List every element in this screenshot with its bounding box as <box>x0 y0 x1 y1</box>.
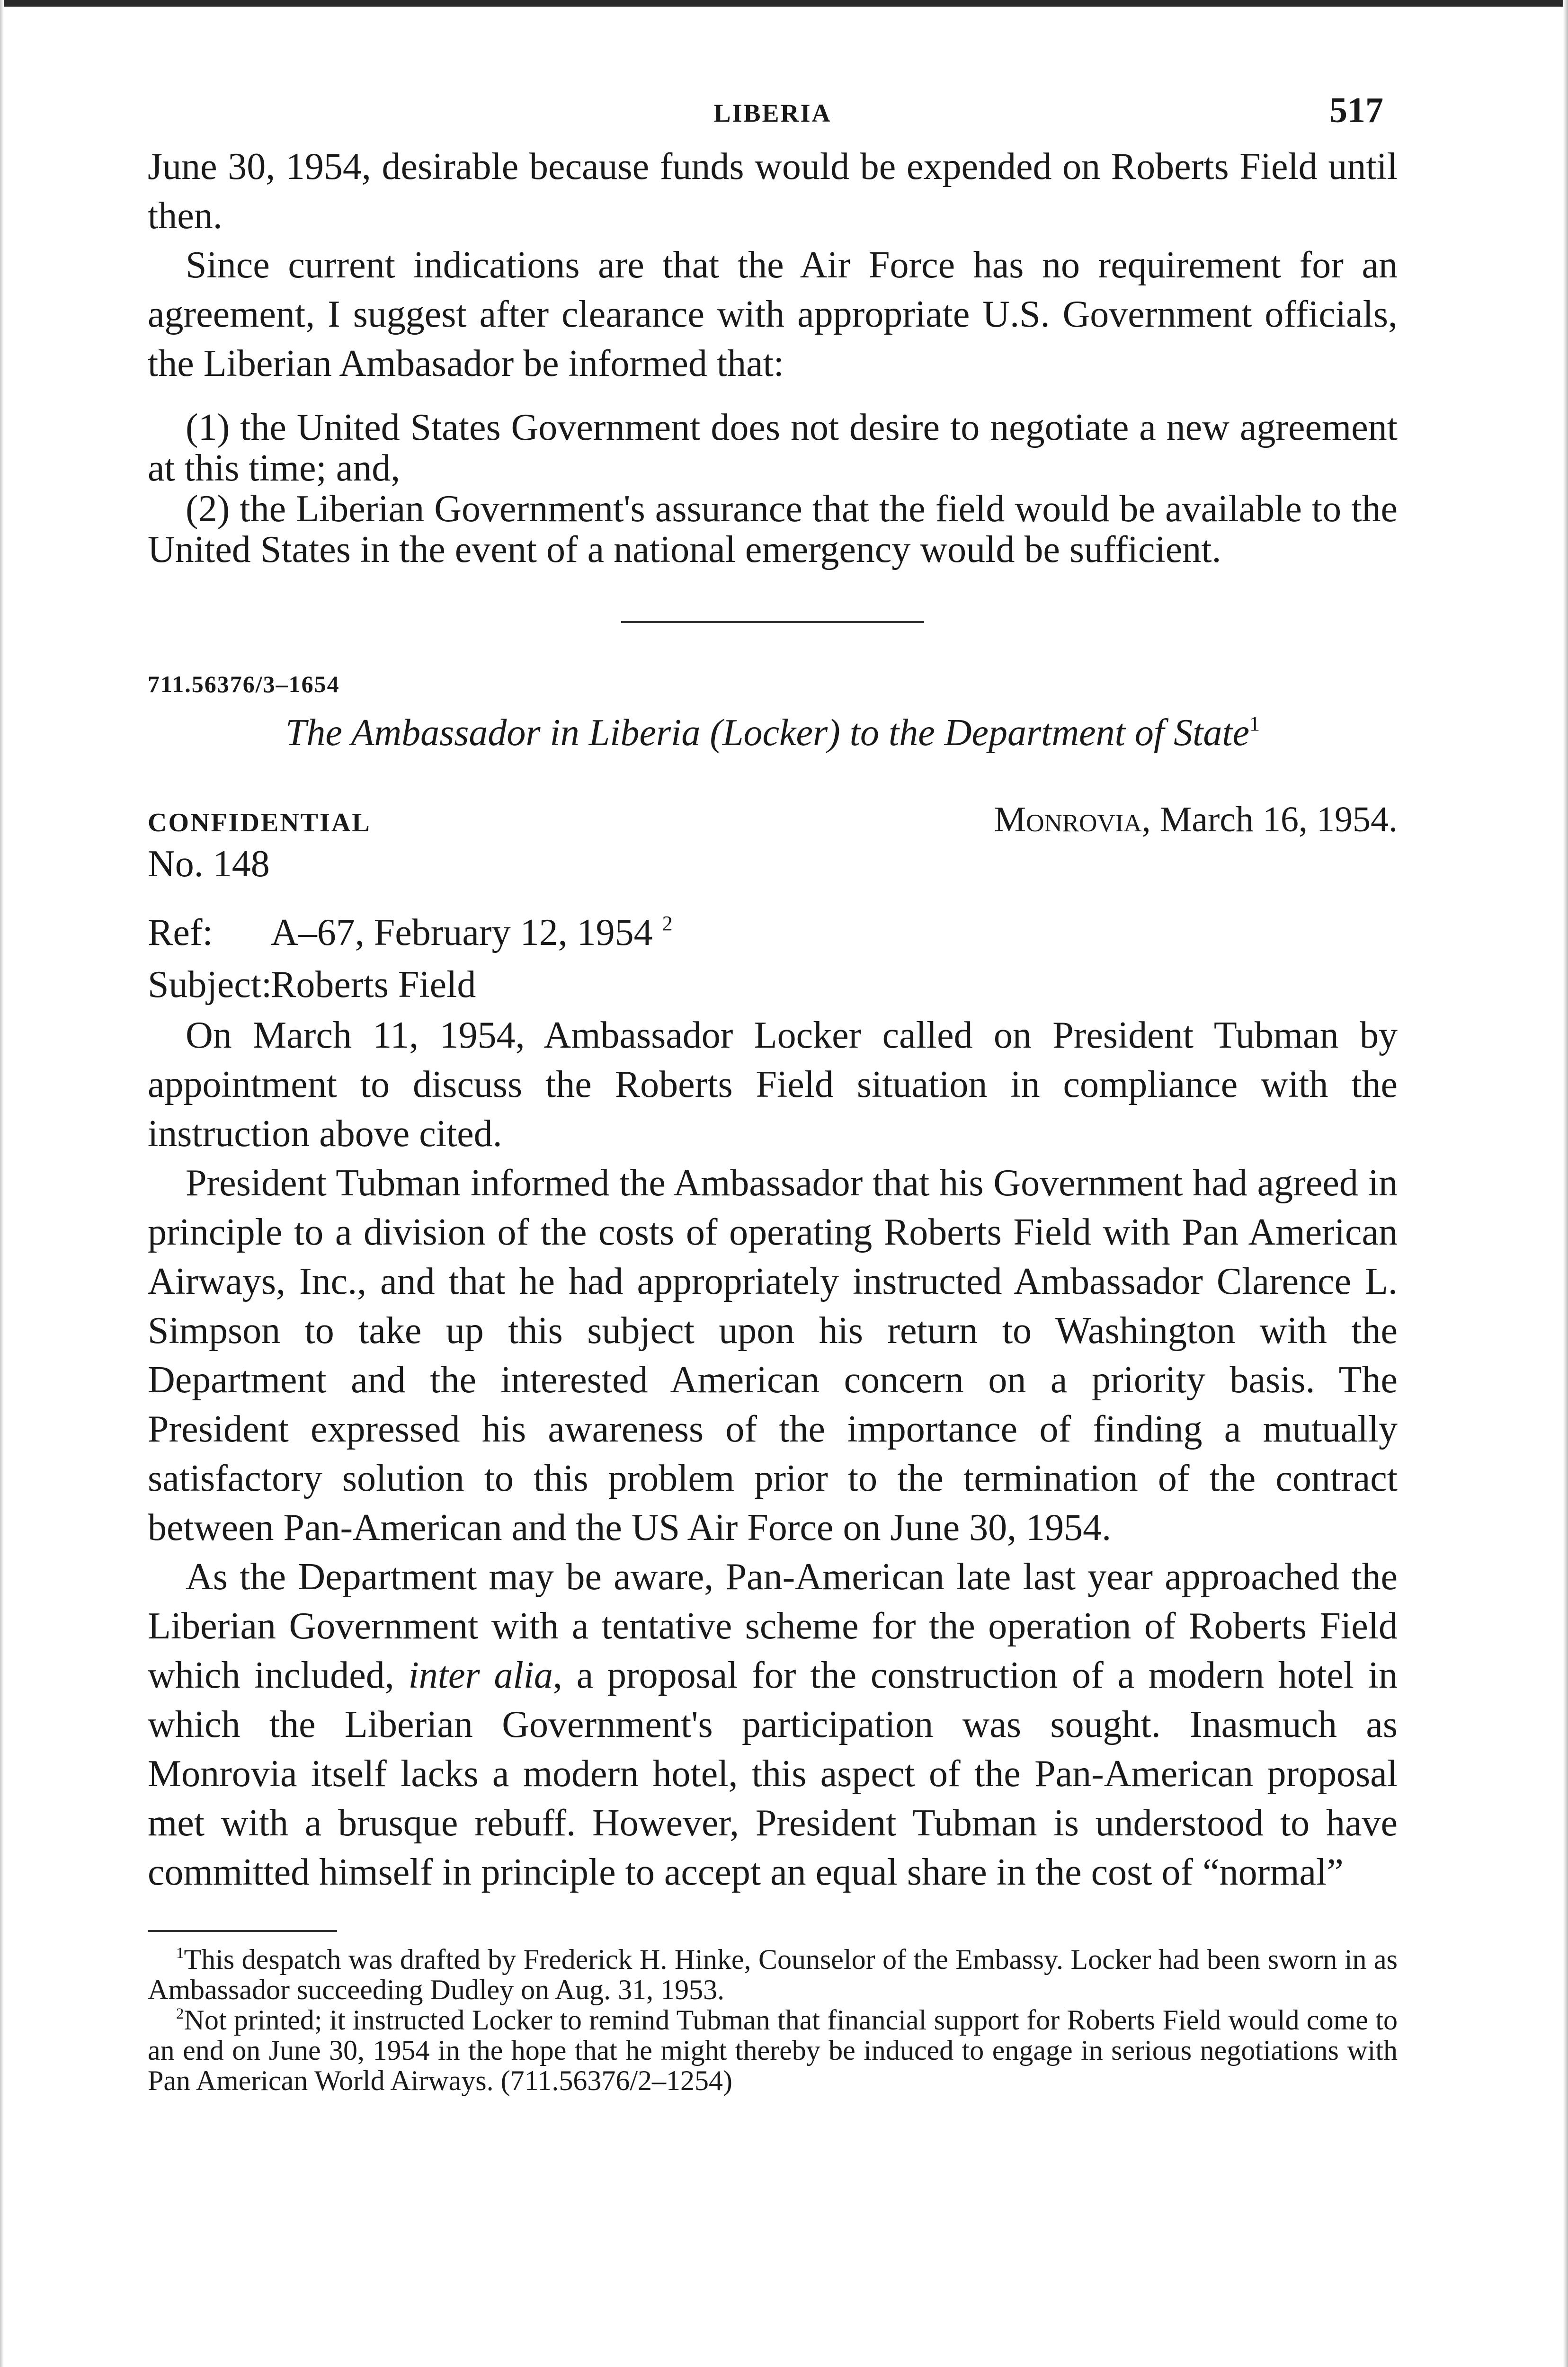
page-number: 517 <box>1329 90 1383 130</box>
subject-value: Roberts Field <box>271 964 476 1006</box>
footnote-1-text: This despatch was drafted by Frederick H. Hinke, Counselor of the Embassy. Locker had been sworn in as Ambassador succeeding Dudley on Aug. 31, 1953. <box>148 1944 1398 2005</box>
page-content <box>148 90 1398 2096</box>
scan-top-border <box>0 0 1568 7</box>
scan-left-edge <box>0 0 4 2367</box>
heading-footnote-mark: 1 <box>1249 712 1260 736</box>
heading-name: Locker <box>722 712 828 754</box>
reference-line <box>148 907 1398 959</box>
file-number: 711.56376/3–1654 <box>148 671 340 697</box>
despatch-number: No. 148 <box>148 843 270 885</box>
ref-footnote-mark: 2 <box>662 912 673 935</box>
list-item-1: (1) the United States Government does not desire to negotiate a new agreement at this time; and, <box>148 407 1398 489</box>
paragraph-3-italic: inter alia <box>408 1655 553 1696</box>
footnote-1-mark: 1 <box>176 1944 184 1962</box>
list-item-2: (2) the Liberian Government's assurance that the field would be available to the United States in the event of a national emergency would be sufficient. <box>148 488 1398 570</box>
running-title: LIBERIA <box>713 99 832 127</box>
dateline <box>994 799 1398 840</box>
paragraph-3-after: , a proposal for the construction of a modern hotel in which the Liberian Government's participation was sought. Inasmuch as Monrovia itself lacks a modern hotel, this aspect of the Pan-American proposal met with a brusque rebuff. However, President Tubman is understood to have committed himself in principle to accept an equal share in the cost of “normal” <box>148 1655 1398 1893</box>
numbered-list <box>148 407 1398 570</box>
body-paragraph-2: President Tubman informed the Ambassador that his Government had agreed in principle to a division of the costs of operating Roberts Field with Pan American Airways, Inc., and that he had appropriately instructed Ambassador Clarence L. Simpson to take up this subject upon his return to Washington with the Department and the interested American concern on a priority basis. The President expressed his awareness of the importance of finding a mutually satisfactory solution to this problem prior to the termination of the contract between Pan-American and the US Air Force on June 30, 1954. <box>148 1162 1398 1548</box>
section-divider <box>621 621 924 623</box>
scan-right-edge <box>1563 0 1568 2367</box>
heading-pre: The Ambassador in Liberia ( <box>285 712 722 754</box>
footnote-2-text: Not printed; it instructed Locker to remind Tubman that financial support for Roberts Field would come to an end on June 30, 1954 in the hope that he might thereby be induced to engage in serious negotiations with Pan American World Airways. (711.56376/2–1254) <box>148 2004 1398 2096</box>
footnote-divider <box>148 1930 337 1932</box>
ref-label: Ref: <box>148 912 213 953</box>
heading-post: ) to the Department of State <box>828 712 1250 754</box>
classification-label: CONFIDENTIAL <box>148 808 371 837</box>
footnote-2-mark: 2 <box>176 2005 184 2022</box>
paragraph-3-before: As the Department may be aware, Pan-American late last year approached the Liberian Government with a tentative scheme for the operation of Roberts Field which included, <box>148 1556 1398 1696</box>
dateline-row <box>148 799 1398 840</box>
body-paragraph-3 <box>148 1552 1398 1897</box>
footnote-2 <box>148 2005 1398 2096</box>
intro-paragraph-1: June 30, 1954, desirable because funds would be expended on Roberts Field until then. <box>148 146 1398 237</box>
dateline-date: March 16, 1954. <box>1159 800 1398 839</box>
body-paragraph-1: On March 11, 1954, Ambassador Locker called on President Tubman by appointment to discuss the Roberts Field situation in compliance with the instruction above cited. <box>148 1014 1398 1155</box>
footnote-1 <box>148 1944 1398 2005</box>
subject-label: Subject: <box>148 964 272 1006</box>
subject-line <box>148 959 1398 1011</box>
document-heading <box>148 709 1398 756</box>
intro-paragraph-2: Since current indications are that the Air Force has no requirement for an agreement, I suggest after clearance with appropriate U.S. Government officials, the Liberian Ambasador be informed that: <box>148 244 1398 384</box>
ref-value: A–67, February 12, 1954 <box>271 912 653 953</box>
running-head <box>148 90 1398 142</box>
dateline-place: Monrovia, <box>994 800 1151 839</box>
